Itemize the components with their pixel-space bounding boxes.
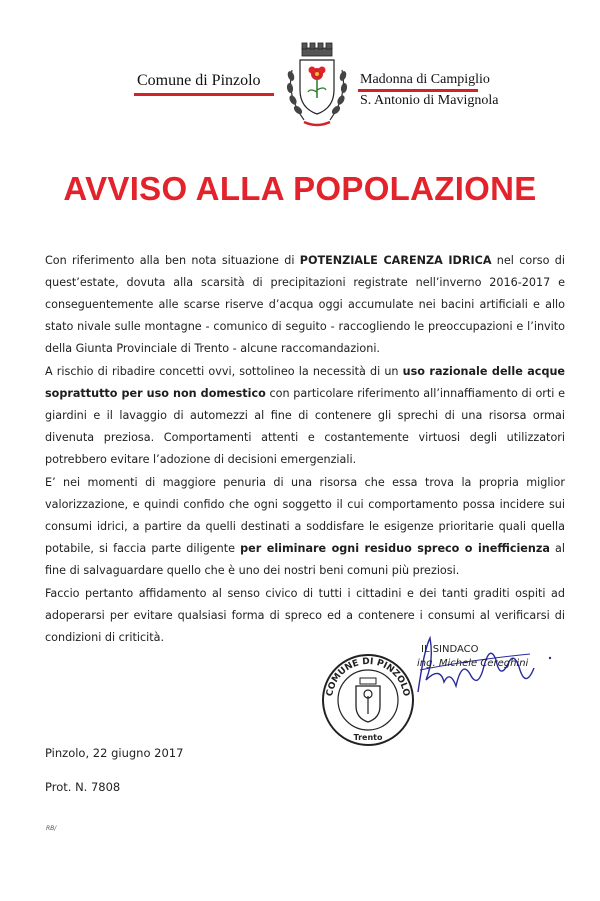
comune-name: Comune di Pinzolo (137, 72, 261, 89)
stamp-top-text: COMUNE DI PINZOLO (325, 656, 411, 698)
left-red-rule (134, 93, 274, 96)
paragraph-3 (45, 472, 565, 582)
protocol-number: Prot. N. 7808 (45, 780, 121, 794)
place-and-date: Pinzolo, 22 giugno 2017 (45, 746, 184, 760)
municipal-crest-icon (282, 40, 352, 132)
p2-text-a: A rischio di ribadire concetti ovvi, sottolineo la necessità di un (45, 365, 403, 378)
right-red-rule (358, 89, 478, 92)
notice-body (45, 250, 565, 650)
frazione-mavignola: S. Antonio di Mavignola (360, 93, 499, 108)
p1-bold: POTENZIALE CARENZA IDRICA (299, 254, 492, 267)
p3-text-a: E’ nei momenti di maggiore penuria di una risorsa che essa trova la propria miglior valorizzazione, e quindi confido che ogni soggetto il cui comportamento possa incidere sui consumi idrici, a partire da quelli destinati a soddisfare le esigenze prioritarie quali quella potabile, si faccia parte diligente (45, 476, 565, 555)
p1-text-b: nel corso di quest’estate, dovuta alla scarsità di precipitazioni registrate nell’inverno 2016-2017 e conseguentemente alle scarse riserve d’acqua oggi accumulate nei bacini artificiali e allo stato nivale sulle montagne - comunico di seguito - raccogliendo le preoccupazioni e l’invito della Giunta Provinciale di Trento - alcune raccomandazioni. (45, 254, 565, 355)
author-initials: RB/ (46, 825, 57, 832)
p2-text-b: con particolare riferimento all’innaffiamento di orti e giardini e il lavaggio di automezzi al fine di contenere gli sprechi di una risorsa ormai divenuta preziosa. Comportamenti attenti e costantemente virtuosi degli utilizzatori potrebbero evitare l’adozione di decisioni emergenziali. (45, 387, 565, 466)
frazione-madonna: Madonna di Campiglio (360, 72, 490, 87)
mayor-title: IL SINDACO (421, 644, 479, 655)
letterhead (0, 0, 600, 140)
paragraph-2 (45, 361, 565, 471)
p3-text-b: al fine di salvaguardare quello che è uno dei nostri beni comuni più preziosi. (45, 542, 565, 577)
svg-text:COMUNE DI PINZOLO (325, 657, 411, 698)
mayor-name: ing. Michele Cereghini (417, 658, 529, 669)
stamp-bottom-text: Trento (353, 733, 383, 742)
signature-block (300, 640, 570, 760)
handwritten-signature-icon (400, 630, 560, 710)
p2-bold: uso razionale delle acque soprattutto per uso non domestico (45, 365, 565, 400)
p1-text-a: Con riferimento alla ben nota situazione di (45, 254, 300, 267)
p3-bold: per eliminare ogni residuo spreco o inefficienza (240, 542, 550, 555)
paragraph-4: Faccio pertanto affidamento al senso civico di tutti i cittadini e dei tanti graditi ospiti ad adoperarsi per evitare qualsiasi forma di spreco ed a contenere i consumi al verificarsi di condizioni di criticità. (45, 587, 565, 644)
paragraph-1 (45, 250, 565, 360)
notice-title: AVVISO ALLA POPOLAZIONE (63, 170, 537, 207)
